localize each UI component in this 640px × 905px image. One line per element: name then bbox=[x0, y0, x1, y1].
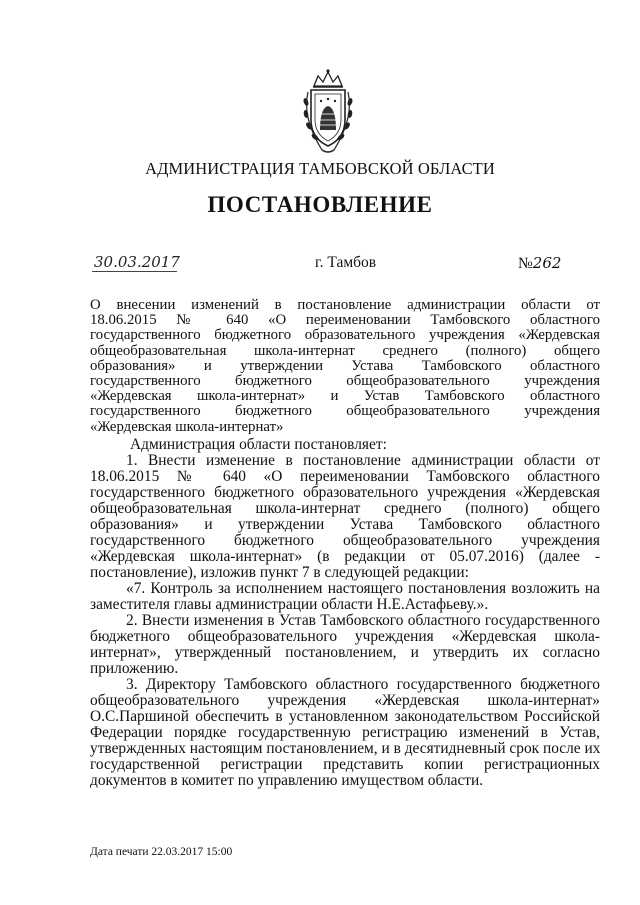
document-body bbox=[90, 437, 600, 789]
city-name: г. Тамбов bbox=[315, 254, 377, 271]
title-line: государственного бюджетного образовательного учреждения «Жердевская bbox=[90, 328, 600, 344]
title-line: общеобразовательная школа-интернат среднего (полного) общего bbox=[90, 343, 600, 359]
paragraph-1-line: 18.06.2015 № 640 «О переименовании Тамбовского областного bbox=[90, 469, 600, 485]
coat-of-arms-icon bbox=[298, 68, 358, 156]
paragraph-1-line: общеобразовательная школа-интернат среднего (полного) общего bbox=[90, 501, 600, 517]
print-date: Дата печати 22.03.2017 15:00 bbox=[90, 846, 233, 858]
title-line: О внесении изменений в постановление администрации области от bbox=[90, 298, 600, 313]
title-line: государственного бюджетного общеобразовательного учреждения bbox=[90, 374, 600, 390]
number-handwritten: 262 bbox=[532, 254, 562, 272]
organization-name: АДМИНИСТРАЦИЯ ТАМБОВСКОЙ ОБЛАСТИ bbox=[145, 159, 495, 178]
document-date bbox=[94, 253, 180, 271]
paragraph-2-line: интернат», утвержденный постановлением, и утвердить их согласно bbox=[90, 645, 600, 661]
paragraph-3-line: документов в комитет по управлению имуществом области. bbox=[90, 773, 484, 789]
paragraph-3-line: 3. Директору Тамбовского областного государственного бюджетного bbox=[126, 677, 600, 693]
paragraph-1-line: образования» и утверждении Устава Тамбовского областного bbox=[90, 517, 600, 533]
paragraph-3-line: О.С.Паршиной обеспечить в установленном законодательством Российской bbox=[90, 709, 600, 725]
title-line: «Жердевская школа-интернат» bbox=[90, 419, 284, 435]
paragraph-1-line: 1. Внести изменение в постановление администрации области от bbox=[126, 453, 600, 469]
document-number bbox=[518, 254, 561, 273]
paragraph-1-line: государственного бюджетного образовательного учреждения «Жердевская bbox=[90, 485, 600, 501]
paragraph-2-line: 2. Внести изменения в Устав Тамбовского областного государственного bbox=[126, 613, 600, 629]
title-line: государственного бюджетного общеобразовательного учреждения bbox=[90, 404, 600, 420]
paragraph-1-line: государственного бюджетного общеобразовательного учреждения bbox=[90, 533, 600, 549]
paragraph-3-line: Федерации порядке государственную регистрацию изменений в Устав, bbox=[90, 725, 600, 741]
date-underline bbox=[92, 271, 177, 272]
document-type: ПОСТАНОВЛЕНИЕ bbox=[207, 192, 433, 217]
title-line: 18.06.2015 № 640 «О переименовании Тамбовского областного bbox=[90, 313, 600, 329]
paragraph-1-line: постановление), изложив пункт 7 в следующей редакции: bbox=[90, 565, 469, 581]
title-line: образования» и утверждении Устава Тамбовского областного bbox=[90, 358, 600, 374]
intro-line: Администрация области постановляет: bbox=[130, 437, 387, 453]
paragraph-3-line: утвержденных настоящим постановлением, и в десятидневный срок после их bbox=[90, 741, 600, 757]
number-prefix: № bbox=[518, 255, 533, 272]
quote-line: «7. Контроль за исполнением настоящего постановления возложить на bbox=[126, 581, 600, 597]
title-line: «Жердевская школа-интернат» и Устав Тамбовского областного bbox=[90, 389, 600, 405]
paragraph-3-line: государственной регистрации представить копии регистрационных bbox=[90, 757, 600, 773]
date-handwritten: 30.03.2017 bbox=[94, 253, 180, 271]
quote-line: заместителя главы администрации области Н.Е.Астафьеву.». bbox=[90, 597, 489, 613]
paragraph-2-line: бюджетного общеобразовательного учреждения «Жердевская школа- bbox=[90, 629, 600, 645]
paragraph-3-line: общеобразовательного учреждения «Жердевская школа-интернат» bbox=[90, 693, 600, 709]
document-title bbox=[90, 298, 600, 435]
paragraph-2-line: приложению. bbox=[90, 661, 179, 677]
paragraph-1-line: «Жердевская школа-интернат» (в редакции от 05.07.2016) (далее - bbox=[90, 549, 600, 565]
